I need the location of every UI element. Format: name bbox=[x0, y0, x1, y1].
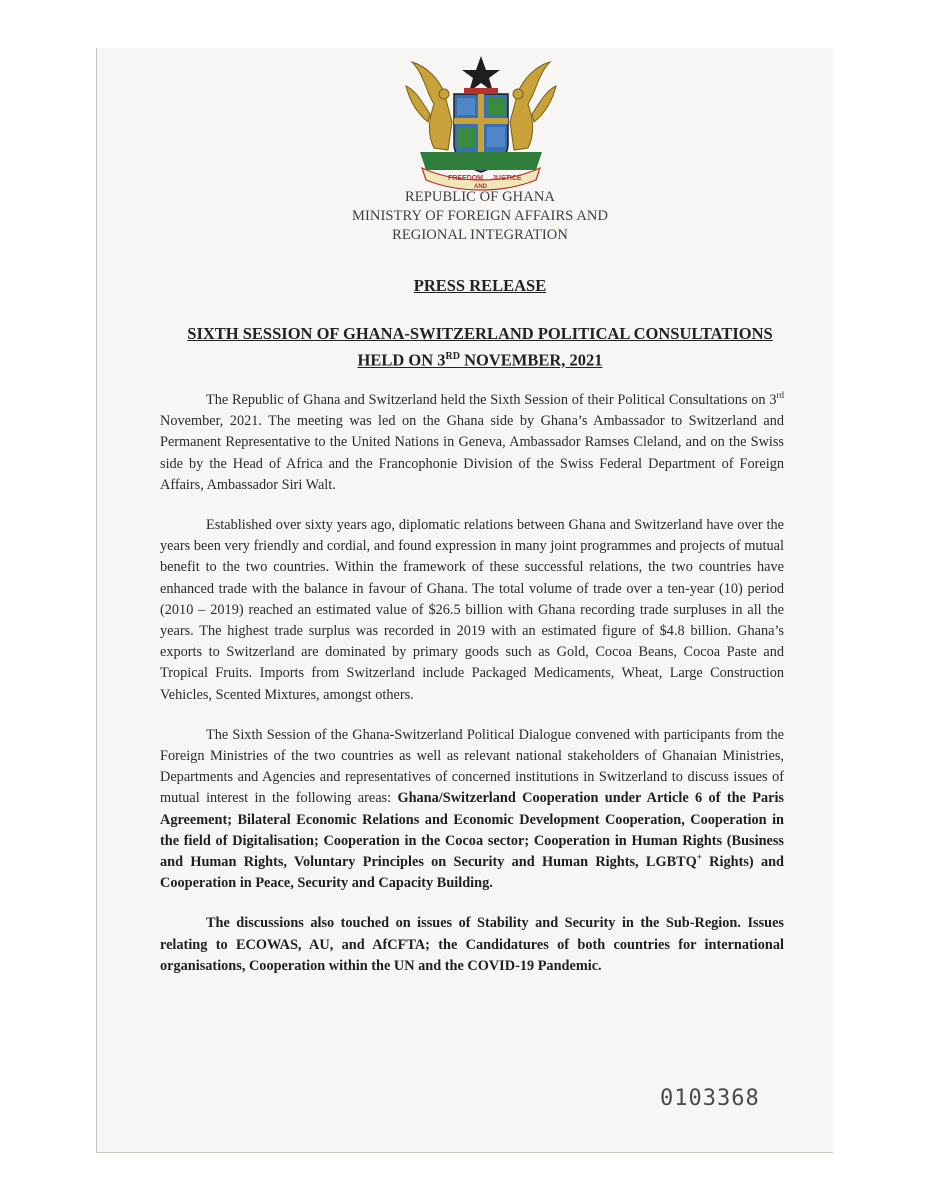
paragraph-2: Established over sixty years ago, diplomatic relations between Ghana and Switzerland have over the years been very friendly and cordial, and found expression in many joint programmes and projects of mutual benefit to the two countries. Within the framework of these successful relations, the two countries have enhanced trade with the balance in favour of Ghana. The total volume of trade over a ten-year (10) period (2010 – 2019) reached an estimated value of $26.5 billion with Ghana recording trade surpluses in all the years. The highest trade surplus was recorded in 2019 with an estimated figure of $4.8 billion. Ghana’s exports to Switzerland are dominated by primary goods such as Gold, Cocoa Beans, Cocoa Paste and Tropical Fruits. Imports from Switzerland include Packaged Medicaments, Wheat, Large Construction Vehicles, Scented Mixtures, amongst others. bbox=[160, 517, 784, 703]
headline-line-2: HELD ON 3RD NOVEMBER, 2021 bbox=[357, 350, 603, 370]
header-line-2: MINISTRY OF FOREIGN AFFAIRS AND bbox=[351, 208, 609, 224]
motto-right: JUSTICE bbox=[492, 175, 522, 182]
ghana-coat-of-arms bbox=[404, 52, 558, 192]
paragraph-3: The Sixth Session of the Ghana-Switzerland Political Dialogue convened with participants from the Foreign Ministries of the two countries as well as relevant national stakeholders of Ghanaian Ministries, Departments and Agencies and representatives of concerned institutions in Switzerland to discuss issues of mutual interest in the following areas: Ghana/Switzerland Cooperation under Article 6 of the Paris Agreement; Bilateral Economic Relations and Economic Development Cooperation, Cooperation in the field of Digitalisation; Cooperation in the Cocoa sector; Cooperation in Human Rights (Business and Human Rights, Voluntary Principles on Security and Human Rights, LGBTQ+ Rights) and Cooperation in Peace, Security and Capacity Building. bbox=[160, 726, 784, 892]
header-line-1: REPUBLIC OF GHANA bbox=[405, 189, 555, 205]
paragraph-4: The discussions also touched on issues of Stability and Security in the Sub-Region. Issues relating to ECOWAS, AU, and AfCFTA; the Candidatures of both countries for international organisations, Cooperation within the UN and the COVID-19 Pandemic. bbox=[160, 915, 784, 974]
left-eagle-icon bbox=[406, 62, 452, 150]
motto-center: AND bbox=[474, 184, 487, 190]
paragraph-1: The Republic of Ghana and Switzerland held the Sixth Session of their Political Consultations on 3rd November, 2021. The meeting was led on the Ghana side by Ghana’s Ambassador to Switzerland and Permanent Representative to the United Nations in Geneva, Ambassador Ramses Cleland, and on the Swiss side by the Head of Africa and the Francophonie Division of the Swiss Federal Department of Foreign Affairs, Ambassador Siri Walt. bbox=[160, 390, 784, 493]
ministry-header bbox=[300, 188, 660, 245]
headline bbox=[140, 322, 820, 372]
serial-number: 0103368 bbox=[660, 1086, 760, 1111]
crest-base bbox=[420, 152, 542, 170]
press-release-body bbox=[160, 390, 784, 996]
headline-line-1: SIXTH SESSION OF GHANA-SWITZERLAND POLITICAL CONSULTATIONS bbox=[187, 324, 773, 343]
header-line-3: REGIONAL INTEGRATION bbox=[392, 227, 568, 243]
right-eagle-icon bbox=[510, 62, 556, 150]
motto-left: FREEDOM bbox=[448, 175, 483, 182]
press-release-title: PRESS RELEASE bbox=[413, 276, 547, 295]
black-star-icon bbox=[462, 56, 500, 92]
